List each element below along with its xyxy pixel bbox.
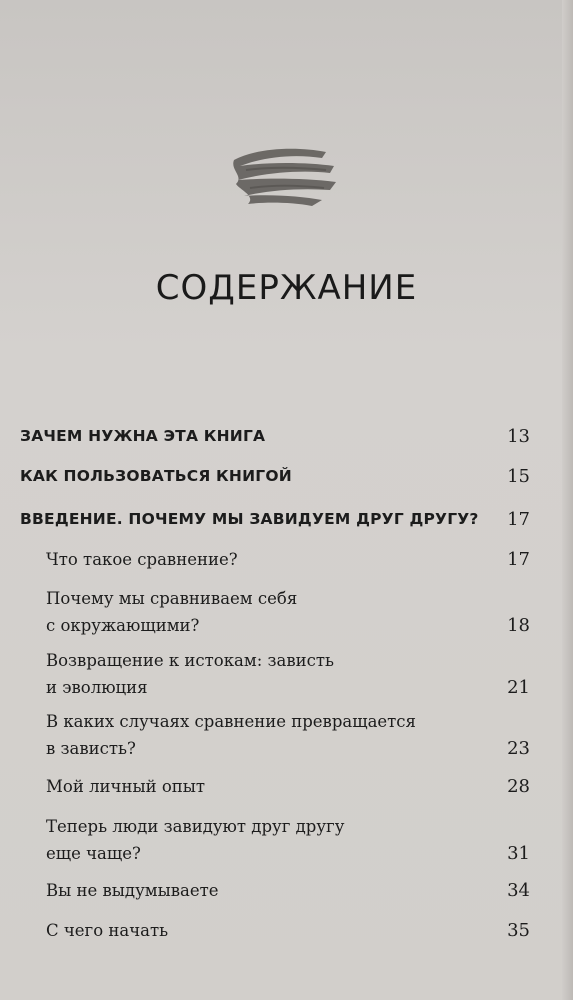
toc-section-label-line2: с окружающими? <box>46 616 200 635</box>
toc-page-number: 15 <box>507 466 530 487</box>
toc-page-number: 17 <box>507 509 530 530</box>
toc-section-label: Вы не выдумываете <box>46 881 219 900</box>
toc-page-number: 28 <box>507 776 530 797</box>
toc-chapter-label: ЗАЧЕМ НУЖНА ЭТА КНИГА <box>20 427 266 445</box>
toc-chapter-label: ВВЕДЕНИЕ. ПОЧЕМУ МЫ ЗАВИДУЕМ ДРУГ ДРУГУ? <box>20 510 479 528</box>
toc-page-number: 23 <box>507 738 530 759</box>
toc-section-3 <box>46 647 530 701</box>
toc-section-label: Почему мы сравниваем себя <box>46 589 298 608</box>
toc-section-label-line2: еще чаще? <box>46 844 141 863</box>
toc-page-number: 34 <box>507 880 530 901</box>
toc-page-number: 18 <box>507 615 530 636</box>
toc-page-number: 13 <box>507 426 530 447</box>
toc-section-label: Возвращение к истокам: зависть <box>46 651 334 670</box>
toc-section-4 <box>46 708 530 762</box>
page-edge <box>562 0 573 1000</box>
brush-stroke-decoration <box>226 140 342 210</box>
toc-section-label: Что такое сравнение? <box>46 550 238 569</box>
toc-section-label: Мой личный опыт <box>46 777 206 796</box>
toc-page-number: 35 <box>507 920 530 941</box>
toc-page-number: 17 <box>507 549 530 570</box>
toc-section-label-line2: в зависть? <box>46 739 136 758</box>
page-title: СОДЕРЖАНИЕ <box>155 268 418 308</box>
toc-section-label: С чего начать <box>46 921 169 940</box>
toc-section-6 <box>46 813 530 867</box>
toc-section-label: В каких случаях сравнение превращается <box>46 712 416 731</box>
toc-section-label: Теперь люди завидуют друг другу <box>46 817 345 836</box>
toc-page-number: 31 <box>507 843 530 864</box>
toc-section-2 <box>46 585 530 639</box>
toc-chapter-label: КАК ПОЛЬЗОВАТЬСЯ КНИГОЙ <box>20 467 292 485</box>
toc-page-number: 21 <box>507 677 530 698</box>
toc-section-label-line2: и эволюция <box>46 678 148 697</box>
